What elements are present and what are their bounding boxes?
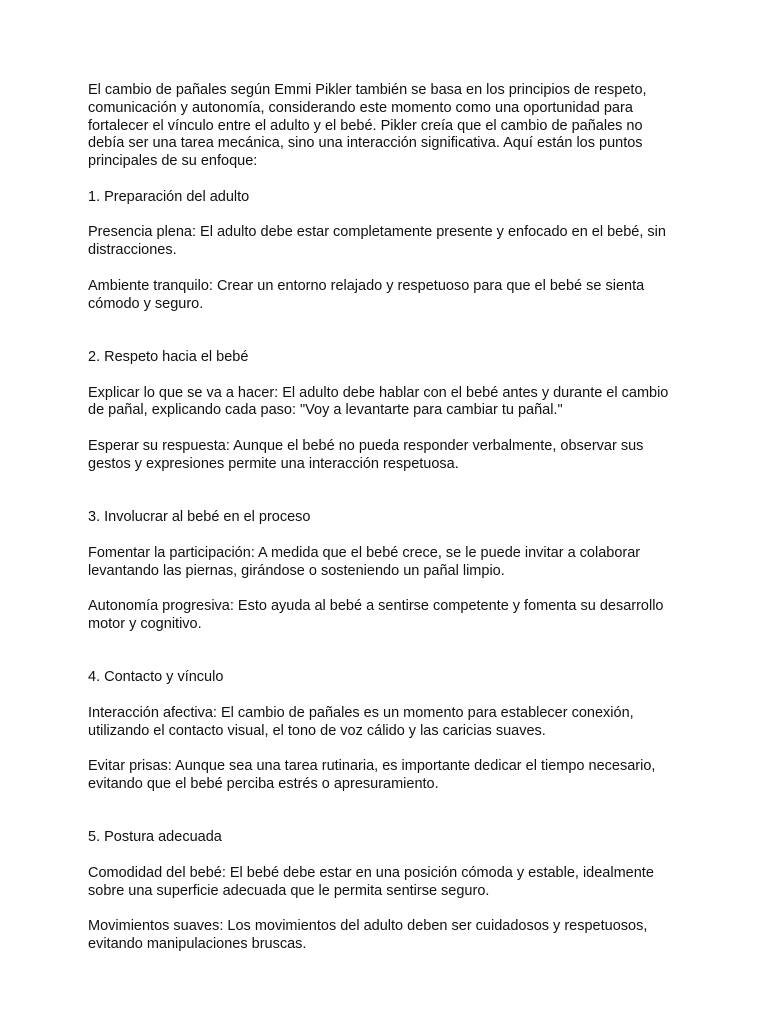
section-heading: 1. Preparación del adulto [88, 188, 250, 205]
section-heading: 4. Contacto y vínculo [88, 669, 224, 686]
section-paragraph: Interacción afectiva: El cambio de pañales es un momento para establecer conexión, utilizando el contacto visual, el tono de voz cálido y las caricias suaves. [88, 704, 634, 739]
section-paragraph: Fomentar la participación: A medida que el bebé crece, se le puede invitar a colaborar levantando las piernas, girándose o sosteniendo un pañal limpio. [88, 544, 641, 579]
section-paragraph: Esperar su respuesta: Aunque el bebé no pueda responder verbalmente, observar sus gestos y expresiones permite una interacción respetuosa. [88, 437, 644, 472]
intro-paragraph: El cambio de pañales según Emmi Pikler también se basa en los principios de respeto, comunicación y autonomía, considerando este momento como una oportunidad para fortalecer el vínculo entre el adulto y el bebé. Pikler creía que el cambio de pañales no debía ser una tarea mecánica, sino una interacción significativa. Aquí están los puntos principales de su enfoque: [88, 82, 647, 170]
section-paragraph: Presencia plena: El adulto debe estar completamente presente y enfocado en el bebé, sin distracciones. [88, 224, 666, 259]
section-paragraph: Comodidad del bebé: El bebé debe estar en una posición cómoda y estable, idealmente sobre una superficie adecuada que le permita sentirse seguro. [88, 865, 654, 899]
section-paragraph: Explicar lo que se va a hacer: El adulto debe hablar con el bebé antes y durante el cambio de pañal, explicando cada paso: "Voy a levantarte para cambiar tu pañal." [88, 384, 669, 419]
section-heading: 2. Respeto hacia el bebé [88, 348, 249, 365]
document-body [88, 82, 682, 954]
section-paragraph: Ambiente tranquilo: Crear un entorno relajado y respetuoso para que el bebé se sienta cómodo y seguro. [88, 277, 645, 312]
section-heading: 3. Involucrar al bebé en el proceso [88, 509, 311, 526]
section-paragraph: Autonomía progresiva: Esto ayuda al bebé a sentirse competente y fomenta su desarrollo motor y cognitivo. [88, 598, 664, 632]
section-heading: 5. Postura adecuada [88, 829, 222, 846]
section-paragraph: Evitar prisas: Aunque sea una tarea rutinaria, es importante dedicar el tiempo necesario, evitando que el bebé perciba estrés o apresuramiento. [88, 758, 656, 793]
section-paragraph: Movimientos suaves: Los movimientos del adulto deben ser cuidadosos y respetuosos, evitando manipulaciones bruscas. [88, 918, 648, 953]
